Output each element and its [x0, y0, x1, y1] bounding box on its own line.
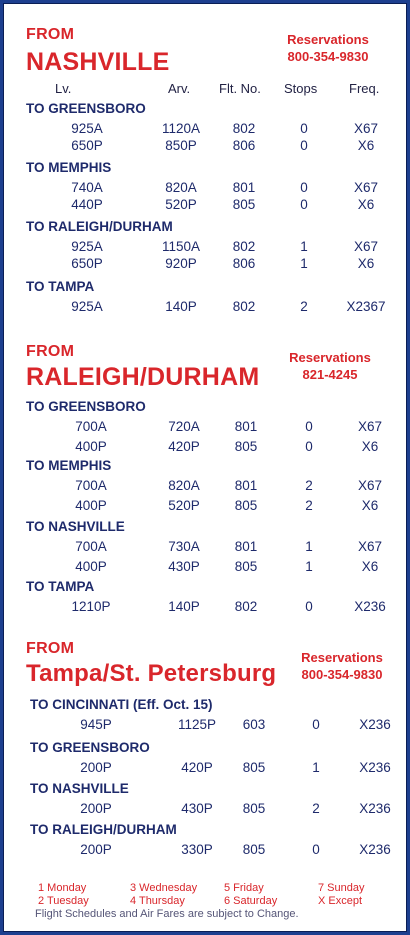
stops: 1: [312, 760, 320, 775]
frequency: X67: [353, 180, 379, 195]
frequency: X236: [354, 599, 386, 614]
arrive-time: 420P: [181, 760, 213, 775]
flight-number: 805: [232, 197, 256, 212]
stops: 1: [305, 539, 313, 554]
depart-time: 925A: [71, 239, 103, 254]
legend-row: [38, 895, 398, 908]
legend-item: 3 Wednesday: [130, 882, 198, 894]
stops: 0: [305, 419, 313, 434]
depart-time: 400P: [75, 559, 107, 574]
col-flight: Flt. No.: [219, 81, 261, 96]
destination-heading: TO TAMPA: [26, 279, 95, 294]
arrive-time: 1125P: [177, 717, 217, 732]
legend-item: 2 Tuesday: [38, 895, 89, 907]
flight-number: 805: [234, 498, 258, 513]
arrive-time: 1150A: [161, 239, 201, 254]
col-arrive: Arv.: [168, 81, 191, 96]
reservations-block: [276, 349, 384, 383]
flight-number: 603: [242, 717, 266, 732]
arrive-time: 850P: [165, 138, 197, 153]
from-label: FROM: [26, 26, 75, 43]
frequency: X6: [361, 498, 379, 513]
depart-time: 700A: [75, 419, 107, 434]
frequency: X67: [353, 239, 379, 254]
flight-number: 805: [242, 842, 266, 857]
stops: 0: [312, 717, 320, 732]
frequency: X67: [357, 539, 383, 554]
arrive-time: 330P: [181, 842, 213, 857]
reservations-phone: 800-354-9830: [301, 667, 383, 682]
arrive-time: 820A: [165, 180, 197, 195]
frequency: X6: [357, 138, 375, 153]
col-stops: Stops: [284, 81, 318, 96]
stops: 1: [300, 256, 308, 271]
stops: 0: [305, 599, 313, 614]
flight-number: 801: [234, 478, 258, 493]
origin-city: Tampa/St. Petersburg: [26, 660, 277, 687]
flight-number: 802: [234, 599, 258, 614]
reservations-block: [274, 31, 382, 65]
arrive-time: 420P: [168, 439, 200, 454]
depart-time: 650P: [71, 138, 103, 153]
depart-time: 925A: [71, 299, 103, 314]
frequency: X6: [361, 439, 379, 454]
reservations-phone: 821-4245: [302, 367, 358, 382]
arrive-time: 820A: [168, 478, 200, 493]
frequency: X236: [359, 760, 391, 775]
flight-number: 805: [242, 801, 266, 816]
legend-item: 5 Friday: [224, 882, 264, 894]
reservations-phone: 800-354-9830: [287, 49, 369, 64]
arrive-time: 720A: [168, 419, 200, 434]
frequency: X6: [361, 559, 379, 574]
flight-number: 802: [232, 239, 256, 254]
stops: 0: [305, 439, 313, 454]
stops: 0: [300, 121, 308, 136]
depart-time: 700A: [75, 478, 107, 493]
stops: 0: [300, 138, 308, 153]
frequency-legend: [35, 882, 398, 921]
destination-heading: TO MEMPHIS: [26, 458, 112, 473]
stops: 2: [305, 498, 313, 513]
depart-time: 200P: [80, 842, 112, 857]
destination-heading: TO MEMPHIS: [26, 160, 112, 175]
destination-heading: TO NASHVILLE: [26, 519, 125, 534]
from-label: FROM: [26, 640, 75, 657]
origin-city: RALEIGH/DURHAM: [26, 363, 260, 391]
flight-number: 805: [234, 559, 258, 574]
stops: 2: [300, 299, 308, 314]
legend-item: 7 Sunday: [318, 882, 365, 894]
depart-time: 400P: [75, 498, 107, 513]
from-label: FROM: [26, 343, 75, 360]
origin-city: NASHVILLE: [26, 48, 170, 76]
frequency: X67: [353, 121, 379, 136]
arrive-time: 520P: [165, 197, 197, 212]
frequency: X67: [357, 419, 383, 434]
reservations-label: Reservations: [289, 350, 371, 365]
stops: 1: [300, 239, 308, 254]
arrive-time: 140P: [165, 299, 197, 314]
arrive-time: 140P: [168, 599, 200, 614]
stops: 2: [312, 801, 320, 816]
arrive-time: 920P: [165, 256, 197, 271]
destination-heading: TO GREENSBORO: [26, 399, 146, 414]
legend-note: Flight Schedules and Air Fares are subject to Change.: [35, 908, 299, 920]
legend-row: [38, 882, 398, 895]
depart-time: 740A: [71, 180, 103, 195]
destination-heading: TO TAMPA: [26, 579, 95, 594]
column-headers: [4, 81, 408, 97]
depart-time: 1210P: [71, 599, 111, 614]
flight-number: 806: [232, 256, 256, 271]
depart-time: 440P: [71, 197, 103, 212]
stops: 0: [300, 197, 308, 212]
flight-number: 805: [242, 760, 266, 775]
legend-item: 6 Saturday: [224, 895, 278, 907]
destination-heading: TO RALEIGH/DURHAM: [26, 219, 173, 234]
frequency: X6: [357, 256, 375, 271]
flight-number: 801: [234, 419, 258, 434]
reservations-label: Reservations: [287, 32, 369, 47]
destination-heading: TO GREENSBORO: [30, 740, 150, 755]
reservations-block: [288, 649, 396, 683]
frequency: X236: [359, 801, 391, 816]
depart-time: 925A: [71, 121, 103, 136]
stops: 1: [305, 559, 313, 574]
arrive-time: 520P: [168, 498, 200, 513]
col-freq: Freq.: [349, 81, 380, 96]
stops: 0: [300, 180, 308, 195]
legend-item: 4 Thursday: [130, 895, 185, 907]
depart-time: 200P: [80, 801, 112, 816]
frequency: X67: [357, 478, 383, 493]
stops: 2: [305, 478, 313, 493]
arrive-time: 730A: [168, 539, 200, 554]
destination-heading: TO RALEIGH/DURHAM: [30, 822, 177, 837]
arrive-time: 430P: [168, 559, 200, 574]
frequency: X2367: [346, 299, 386, 314]
depart-time: 650P: [71, 256, 103, 271]
destination-heading: TO NASHVILLE: [30, 781, 129, 796]
destination-heading: TO CINCINNATI (Eff. Oct. 15): [30, 697, 213, 712]
arrive-time: 430P: [181, 801, 213, 816]
flight-number: 801: [232, 180, 256, 195]
flight-number: 805: [234, 439, 258, 454]
depart-time: 400P: [75, 439, 107, 454]
depart-time: 200P: [80, 760, 112, 775]
arrive-time: 1120A: [161, 121, 201, 136]
legend-item: X Except: [318, 895, 363, 907]
depart-time: 945P: [80, 717, 112, 732]
reservations-label: Reservations: [301, 650, 383, 665]
destination-heading: TO GREENSBORO: [26, 101, 146, 116]
frequency: X236: [359, 842, 391, 857]
depart-time: 700A: [75, 539, 107, 554]
flight-number: 802: [232, 299, 256, 314]
frequency: X236: [359, 717, 391, 732]
flight-number: 802: [232, 121, 256, 136]
flight-number: 806: [232, 138, 256, 153]
flight-number: 801: [234, 539, 258, 554]
frequency: X6: [357, 197, 375, 212]
legend-item: 1 Monday: [38, 882, 87, 894]
col-depart: Lv.: [55, 81, 72, 96]
stops: 0: [312, 842, 320, 857]
schedule-card: [3, 3, 407, 932]
